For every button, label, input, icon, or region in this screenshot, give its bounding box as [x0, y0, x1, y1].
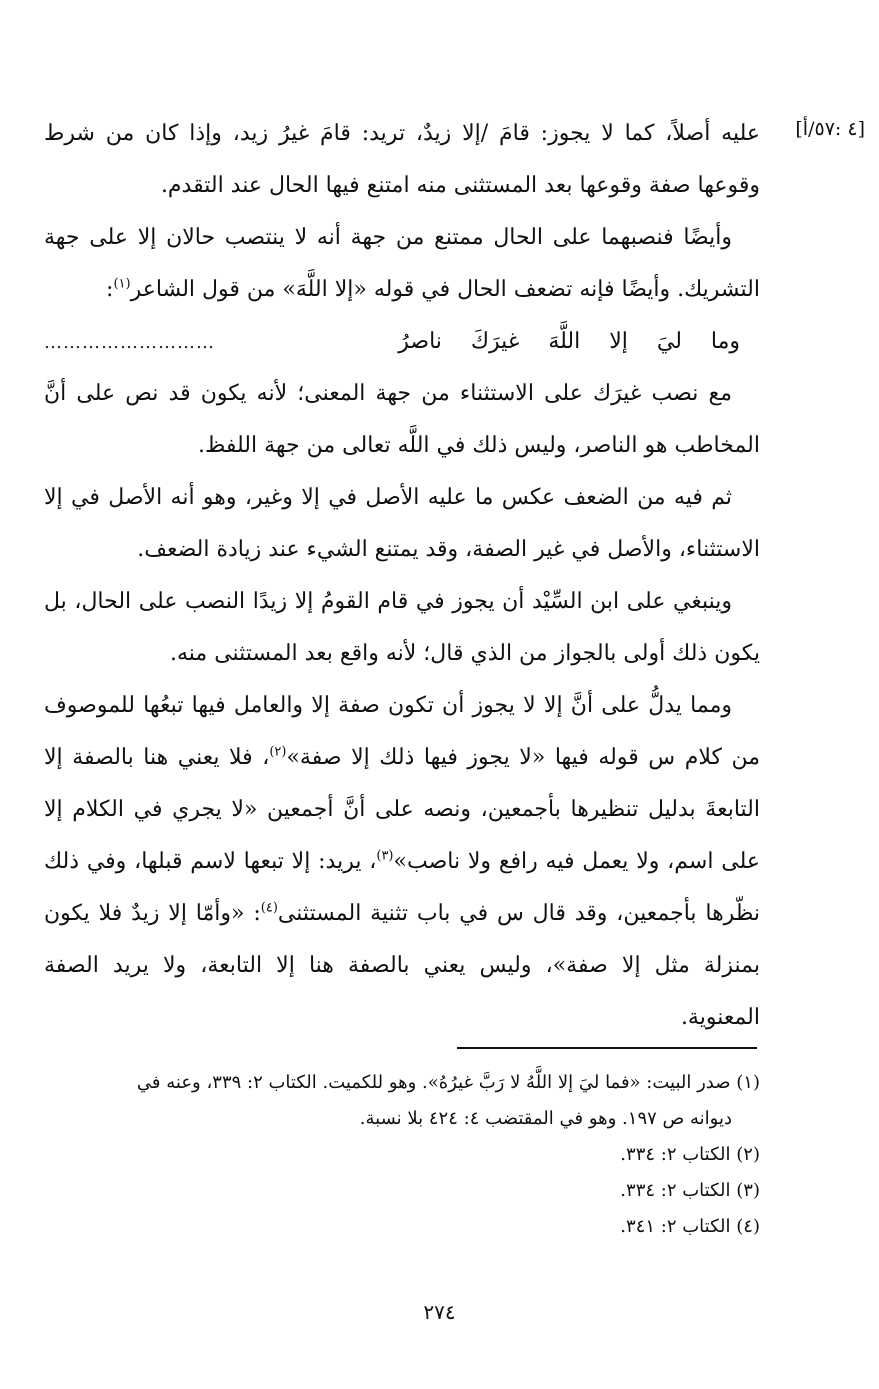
paragraph-6-part-1: ومما يدلُّ على أنَّ إلا لا يجوز أن تكون صفة إلا والعامل فيها تبعُها للموصوف من كلام س قوله فيها «لا يجوز فيها ذلك إلا صفة»: [44, 693, 760, 770]
paragraph-3: مع نصب غيرَك على الاستثناء من جهة المعنى؛ لأنه يكون قد نص على أنَّ المخاطب هو الناصر، وليس ذلك في اللَّه تعالى من جهة اللفظ.: [44, 381, 760, 458]
paragraph-6-part-2: ، فلا يعني هنا بالصفة إلا التابعةَ بدليل تنظيرها بأجمعين، ونصه على أنَّ أجمعين «لا يجري في الكلام إلا على اسم، ولا يعمل فيه رافع ولا ناصب»: [44, 745, 760, 874]
footnote-4-number: (٤): [736, 1216, 760, 1237]
verse-text: وما ليَ إلا اللَّهَ غيرَكَ ناصرُ: [398, 329, 740, 354]
footnote-2-text: الكتاب ٢: ٣٣٤.: [620, 1144, 731, 1165]
page-number: ٢٧٤: [423, 1300, 456, 1324]
paragraph-2-text: وأيضًا فنصبهما على الحال ممتنع من جهة أنه لا ينتصب حالان إلا على جهة التشريك. وأيضًا فإنه تضعف الحال في قوله «إلا اللَّهَ» من قول الشاعر: [44, 225, 760, 302]
footnote-marker-1[interactable]: (١): [113, 276, 131, 292]
paragraph-4: ثم فيه من الضعف عكس ما عليه الأصل في إلا وغير، وهو أنه الأصل في إلا الاستثناء، والأصل في غير الصفة، وقد يمتنع الشيء عند زيادة الضعف.: [44, 485, 760, 562]
footnote-1: [44, 1065, 760, 1101]
verse-ellipsis: ………………………: [44, 332, 215, 353]
footnote-3-text: الكتاب ٢: ٣٣٤.: [620, 1180, 731, 1201]
footnote-1-continuation: ديوانه ص ١٩٧. وهو في المقتضب ٤: ٤٢٤ بلا نسبة.: [359, 1108, 732, 1129]
main-text: [44, 108, 760, 1044]
footnote-separator: [457, 1047, 757, 1049]
footnote-1-number: (١): [736, 1072, 760, 1093]
footnote-2: [44, 1137, 760, 1173]
footnote-3-number: (٣): [736, 1180, 760, 1201]
paragraph-5: وينبغي على ابن السِّيْد أن يجوز في قام القومُ إلا زيدًا النصب على الحال، بل يكون ذلك أولى بالجواز من الذي قال؛ لأنه واقع بعد المستثنى منه.: [44, 589, 760, 666]
paragraph-1: عليه أصلاً، كما لا يجوز: قامَ /إلا زيدٌ، تريد: قامَ غيرُ زيد، وإذا كان من شرط وقوعها صفة وقوعها بعد المستثنى منه امتنع فيها الحال عند التقدم.: [44, 121, 760, 198]
footnote-marker-2[interactable]: (٢): [269, 744, 287, 760]
footnote-2-number: (٢): [736, 1144, 760, 1165]
paragraph-2: وأيضًا فنصبهما على الحال ممتنع من جهة أنه لا ينتصب حالان إلا على جهة التشريك. وأيضًا فإنه تضعف الحال في قوله «إلا اللَّهَ» من قول الشاعر$^{(١)}$:: [44, 225, 760, 302]
footnote-4: [44, 1209, 760, 1245]
footnotes: [44, 1065, 760, 1245]
paragraph-6-part-4: : «وأمّا إلا زيدٌ فلا يكون بمنزلة مثل إلا صفة»، وليس يعني بالصفة هنا إلا التابعة، ولا يريد الصفة المعنوية.: [44, 901, 760, 1030]
poetry-verse: [44, 316, 760, 368]
footnote-marker-3[interactable]: (٣): [376, 848, 394, 864]
paragraph-6: [44, 680, 760, 1044]
footnote-marker-4[interactable]: (٤): [260, 900, 278, 916]
paragraph-6-part-3: ، يريد: إلا تبعها لاسم قبلها، وفي ذلك نظّرها بأجمعين، وقد قال س في باب تثنية المستثنى: [44, 849, 760, 926]
manuscript-folio-reference: [٤ :٥٧/أ]: [795, 118, 865, 140]
footnote-4-text: الكتاب ٢: ٣٤١.: [620, 1216, 731, 1237]
footnote-1-text: صدر البيت: «فما ليَ إلا اللَّهُ لا رَبَّ غيرُهُ». وهو للكميت. الكتاب ٢: ٣٣٩، وعنه في: [136, 1072, 731, 1093]
footnote-3: [44, 1173, 760, 1209]
